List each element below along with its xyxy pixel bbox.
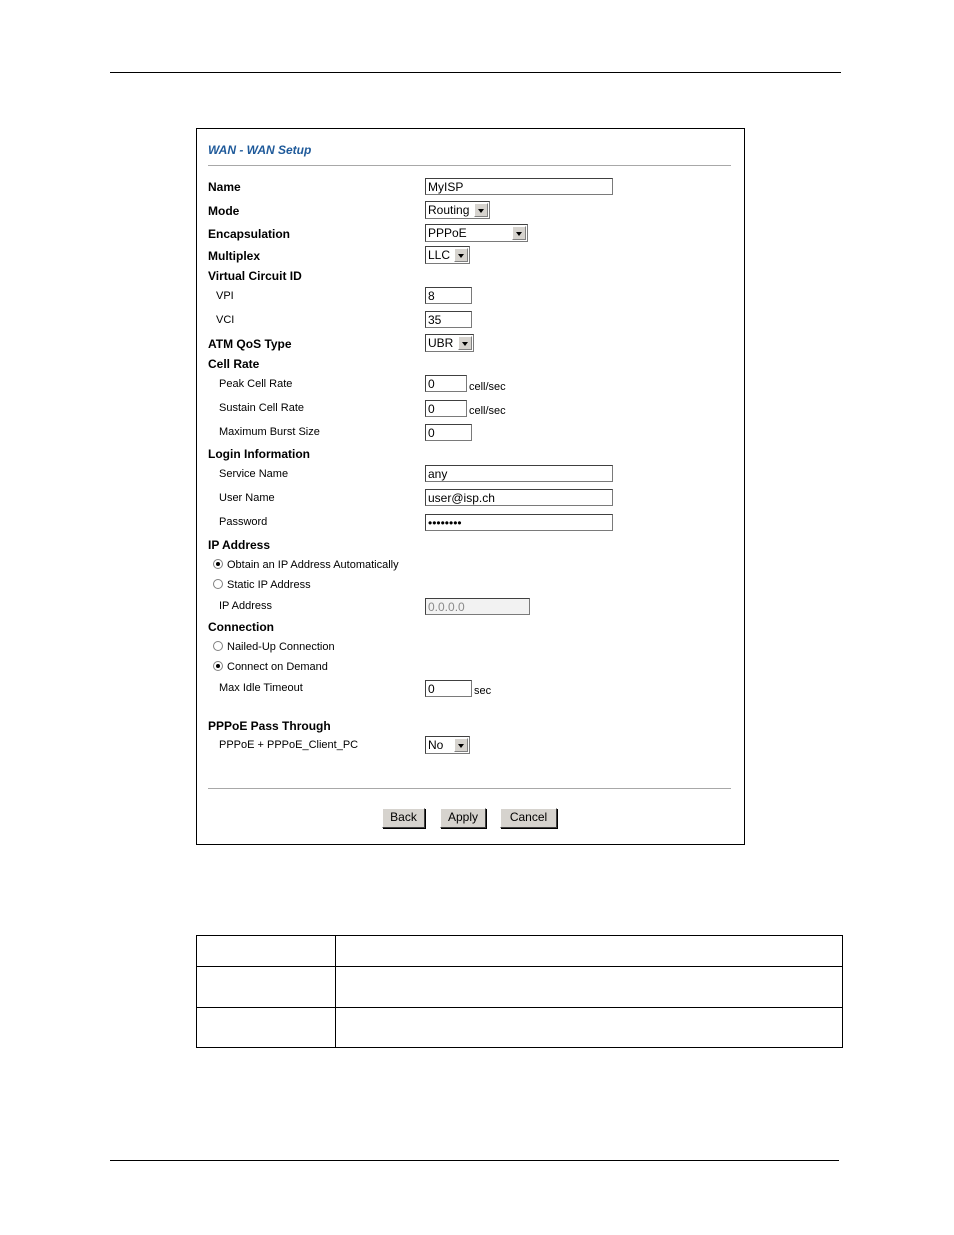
mode-select-value: Routing — [428, 203, 470, 217]
login-information-label: Login Information — [208, 447, 310, 461]
table-cell — [197, 967, 336, 1008]
nailed-up-label: Nailed-Up Connection — [227, 641, 335, 653]
chevron-down-icon — [454, 248, 468, 262]
atm-qos-type-select-value: UBR — [428, 336, 454, 350]
user-name-input[interactable] — [425, 489, 613, 506]
ip-address-label: IP Address — [219, 600, 272, 612]
ip-address-input[interactable] — [425, 598, 530, 615]
cancel-button[interactable]: Cancel — [500, 808, 557, 828]
atm-qos-type-label: ATM QoS Type — [208, 337, 292, 351]
cell-rate-label: Cell Rate — [208, 357, 260, 371]
vpi-input[interactable] — [425, 287, 472, 304]
multiplex-select[interactable] — [425, 246, 470, 264]
name-input[interactable] — [425, 178, 613, 195]
name-label: Name — [208, 180, 241, 194]
encapsulation-select[interactable] — [425, 224, 528, 242]
table-cell — [197, 936, 336, 967]
peak-cell-rate-unit: cell/sec — [469, 381, 506, 393]
chevron-down-icon — [458, 336, 472, 350]
title-divider — [208, 165, 731, 166]
peak-cell-rate-label: Peak Cell Rate — [219, 378, 293, 390]
mode-label: Mode — [208, 204, 240, 218]
user-name-label: User Name — [219, 492, 275, 504]
service-name-label: Service Name — [219, 468, 289, 480]
peak-cell-rate-input[interactable] — [425, 375, 467, 392]
pppoe-client-label: PPPoE + PPPoE_Client_PC — [219, 739, 359, 751]
apply-button[interactable]: Apply — [440, 808, 486, 828]
sustain-cell-rate-input[interactable] — [425, 400, 467, 417]
encapsulation-label: Encapsulation — [208, 227, 291, 241]
footer-rule — [110, 1160, 839, 1161]
static-ip-label: Static IP Address — [227, 579, 311, 591]
nailed-up-radio[interactable] — [213, 641, 223, 651]
atm-qos-type-select[interactable] — [425, 334, 474, 352]
wan-setup-panel — [196, 128, 745, 845]
table-cell — [336, 967, 843, 1008]
back-button[interactable]: Back — [382, 808, 425, 828]
password-input[interactable] — [425, 514, 613, 531]
table-cell — [197, 1008, 336, 1048]
pppoe-pass-through-label: PPPoE Pass Through — [208, 719, 331, 733]
sustain-cell-rate-unit: cell/sec — [469, 405, 506, 417]
pppoe-client-select-value: No — [428, 738, 444, 752]
description-table — [196, 935, 843, 1048]
obtain-ip-radio[interactable] — [213, 559, 223, 569]
connection-label: Connection — [208, 620, 274, 634]
sustain-cell-rate-label: Sustain Cell Rate — [219, 402, 304, 414]
table-cell — [336, 936, 843, 967]
max-idle-timeout-unit: sec — [474, 685, 492, 697]
table-header-row — [197, 936, 843, 967]
encapsulation-select-value: PPPoE — [428, 226, 467, 240]
footer-divider — [208, 788, 731, 789]
chevron-down-icon — [512, 226, 526, 240]
table-cell — [336, 1008, 843, 1048]
vci-label: VCI — [216, 314, 235, 326]
table-row — [197, 967, 843, 1008]
header-rule — [110, 72, 841, 73]
chevron-down-icon — [474, 203, 488, 217]
password-label: Password — [219, 516, 268, 528]
connect-on-demand-label: Connect on Demand — [227, 661, 328, 673]
virtual-circuit-id-label: Virtual Circuit ID — [208, 269, 302, 283]
max-idle-timeout-input[interactable] — [425, 680, 472, 697]
vpi-label: VPI — [216, 290, 234, 302]
multiplex-select-value: LLC — [428, 248, 451, 262]
chevron-down-icon — [454, 738, 468, 752]
multiplex-label: Multiplex — [208, 249, 261, 263]
panel-title: WAN - WAN Setup — [208, 143, 312, 157]
maximum-burst-size-input[interactable] — [425, 424, 472, 441]
connect-on-demand-radio[interactable] — [213, 661, 223, 671]
maximum-burst-size-label: Maximum Burst Size — [219, 426, 320, 438]
max-idle-timeout-label: Max Idle Timeout — [219, 682, 303, 694]
ip-address-section-label: IP Address — [208, 538, 271, 552]
obtain-ip-label: Obtain an IP Address Automatically — [227, 559, 399, 571]
static-ip-radio[interactable] — [213, 579, 223, 589]
service-name-input[interactable] — [425, 465, 613, 482]
pppoe-client-select[interactable] — [425, 736, 470, 754]
vci-input[interactable] — [425, 311, 472, 328]
mode-select[interactable] — [425, 201, 490, 219]
table-row — [197, 1008, 843, 1048]
